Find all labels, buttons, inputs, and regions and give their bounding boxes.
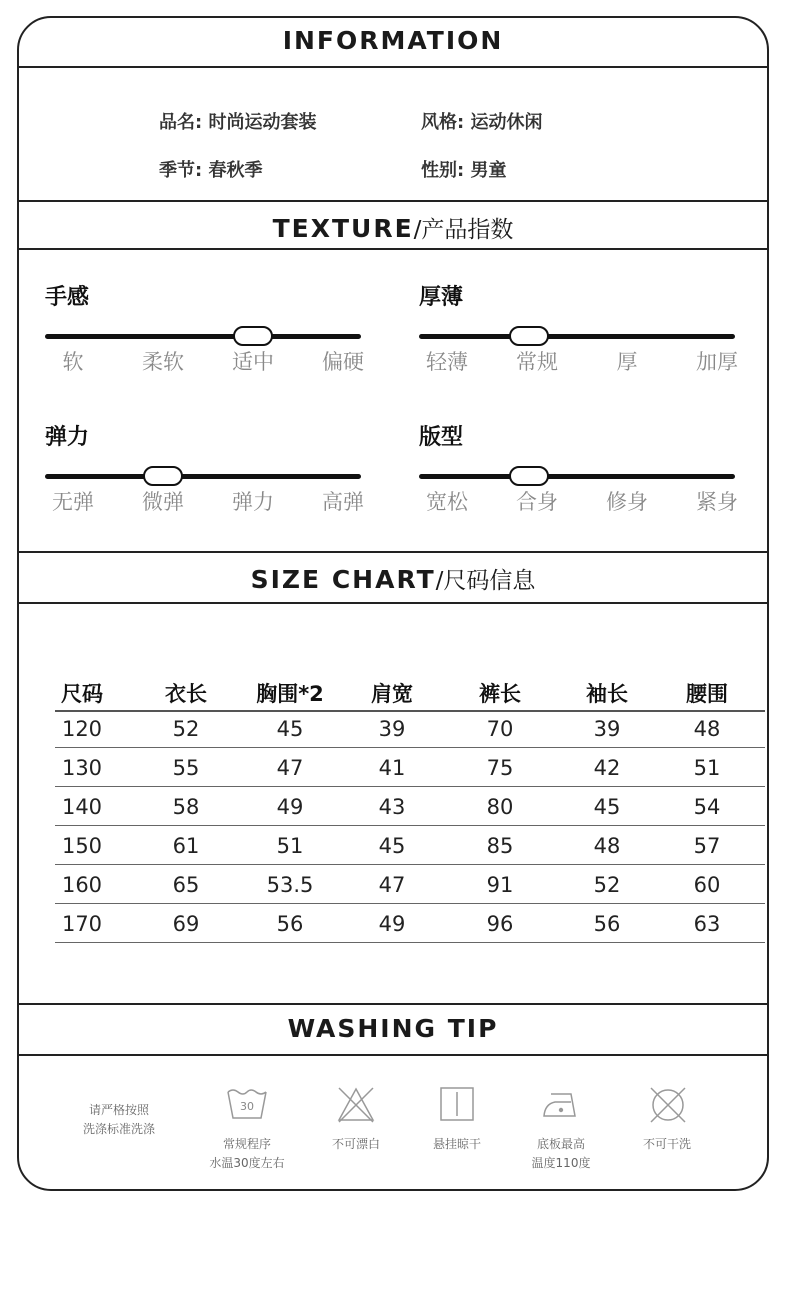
hang-dry-caption bbox=[397, 1135, 517, 1154]
table-cell: 52 bbox=[593, 873, 621, 897]
table-cell: 69 bbox=[172, 912, 200, 936]
table-cell: 45 bbox=[593, 795, 621, 819]
size-chart-title-cn: /尺码信息 bbox=[435, 568, 536, 594]
caption-line: 悬挂晾干 bbox=[432, 1137, 481, 1151]
caption-line: 不可干洗 bbox=[642, 1137, 691, 1151]
table-cell: 51 bbox=[693, 756, 721, 780]
texture-slider-track bbox=[45, 474, 361, 479]
iron-caption bbox=[501, 1135, 621, 1173]
table-cell: 49 bbox=[276, 795, 304, 819]
divider bbox=[19, 248, 767, 250]
caption-line: 不可漂白 bbox=[331, 1137, 380, 1151]
texture-title-en: TEXTURE bbox=[272, 214, 414, 243]
texture-option: 合身 bbox=[516, 490, 558, 514]
size-chart-title bbox=[19, 562, 767, 595]
table-header-cell: 尺码 bbox=[61, 682, 103, 706]
info-gender: 性别: 男童 bbox=[421, 160, 507, 181]
texture-option: 轻薄 bbox=[426, 350, 468, 374]
table-cell: 60 bbox=[693, 873, 721, 897]
texture-label: 版型 bbox=[419, 425, 464, 450]
table-cell: 41 bbox=[378, 756, 406, 780]
wash-30-icon bbox=[225, 1086, 269, 1122]
product-info-card bbox=[17, 16, 769, 1191]
texture-option: 加厚 bbox=[696, 350, 738, 374]
table-cell: 91 bbox=[486, 873, 514, 897]
table-cell: 48 bbox=[593, 834, 621, 858]
texture-label: 厚薄 bbox=[419, 285, 464, 310]
texture-title-cn: /产品指数 bbox=[413, 217, 514, 243]
divider bbox=[19, 1003, 767, 1005]
information-title bbox=[19, 26, 767, 55]
table-header-cell: 胸围*2 bbox=[256, 682, 324, 706]
table-cell: 47 bbox=[276, 756, 304, 780]
table-cell: 130 bbox=[61, 756, 103, 780]
texture-title bbox=[19, 211, 767, 244]
washing-intro-line: 请严格按照 bbox=[88, 1103, 149, 1117]
texture-slider-track bbox=[419, 474, 735, 479]
texture-slider-track bbox=[45, 334, 361, 339]
table-cell: 70 bbox=[486, 717, 514, 741]
table-header-cell: 衣长 bbox=[165, 682, 207, 706]
table-row-divider bbox=[55, 864, 765, 865]
texture-slider-knob bbox=[509, 326, 549, 346]
texture-option: 高弹 bbox=[322, 490, 364, 514]
iron-110-icon bbox=[541, 1090, 581, 1120]
divider bbox=[19, 551, 767, 553]
info-style: 风格: 运动休闲 bbox=[421, 112, 543, 133]
table-cell: 56 bbox=[276, 912, 304, 936]
texture-option: 软 bbox=[62, 350, 84, 374]
table-cell: 96 bbox=[486, 912, 514, 936]
divider bbox=[19, 200, 767, 202]
info-season: 季节: 春秋季 bbox=[159, 160, 263, 181]
wash-30-caption bbox=[187, 1135, 307, 1173]
table-cell: 55 bbox=[172, 756, 200, 780]
table-cell: 140 bbox=[61, 795, 103, 819]
no-bleach-icon bbox=[335, 1084, 377, 1126]
caption-line: 温度110度 bbox=[531, 1156, 591, 1170]
texture-option: 柔软 bbox=[142, 350, 184, 374]
texture-option: 无弹 bbox=[52, 490, 94, 514]
table-row-divider bbox=[55, 942, 765, 943]
table-row-divider bbox=[55, 786, 765, 787]
table-header-cell: 肩宽 bbox=[371, 682, 413, 706]
texture-option: 厚 bbox=[616, 350, 638, 374]
table-cell: 120 bbox=[61, 717, 103, 741]
information-title-text: INFORMATION bbox=[282, 26, 504, 55]
no-dry-clean-caption bbox=[607, 1135, 727, 1154]
caption-line: 水温30度左右 bbox=[209, 1156, 285, 1170]
table-cell: 48 bbox=[693, 717, 721, 741]
no-dry-clean-icon bbox=[647, 1084, 689, 1126]
table-cell: 85 bbox=[486, 834, 514, 858]
table-row-divider bbox=[55, 747, 765, 748]
table-header-cell: 袖长 bbox=[586, 682, 628, 706]
divider bbox=[19, 1054, 767, 1056]
table-header-cell: 裤长 bbox=[479, 682, 521, 706]
table-cell: 56 bbox=[593, 912, 621, 936]
texture-slider-knob bbox=[509, 466, 549, 486]
washing-intro bbox=[59, 1101, 179, 1139]
texture-option: 宽松 bbox=[426, 490, 468, 514]
texture-label: 手感 bbox=[45, 285, 90, 310]
wash-temp-text: 30 bbox=[240, 1100, 254, 1113]
texture-option: 常规 bbox=[516, 350, 558, 374]
divider bbox=[19, 602, 767, 604]
texture-option: 修身 bbox=[606, 490, 648, 514]
table-cell: 39 bbox=[593, 717, 621, 741]
table-cell: 39 bbox=[378, 717, 406, 741]
texture-slider-track bbox=[419, 334, 735, 339]
table-cell: 51 bbox=[276, 834, 304, 858]
table-cell: 61 bbox=[172, 834, 200, 858]
table-cell: 52 bbox=[172, 717, 200, 741]
washing-intro-line: 洗涤标准洗涤 bbox=[82, 1122, 155, 1136]
table-header-cell: 腰围 bbox=[686, 682, 728, 706]
table-cell: 45 bbox=[276, 717, 304, 741]
texture-option: 弹力 bbox=[232, 490, 274, 514]
table-cell: 42 bbox=[593, 756, 621, 780]
table-cell: 75 bbox=[486, 756, 514, 780]
washing-title bbox=[19, 1014, 767, 1043]
table-cell: 58 bbox=[172, 795, 200, 819]
washing-title-text: WASHING TIP bbox=[287, 1014, 499, 1043]
divider bbox=[19, 66, 767, 68]
table-cell: 53.5 bbox=[266, 873, 314, 897]
texture-option: 紧身 bbox=[696, 490, 738, 514]
table-cell: 47 bbox=[378, 873, 406, 897]
texture-option: 偏硬 bbox=[322, 350, 364, 374]
table-cell: 65 bbox=[172, 873, 200, 897]
table-cell: 43 bbox=[378, 795, 406, 819]
info-product-name: 品名: 时尚运动套装 bbox=[159, 112, 317, 133]
texture-option: 微弹 bbox=[142, 490, 184, 514]
texture-option: 适中 bbox=[232, 350, 274, 374]
table-cell: 160 bbox=[61, 873, 103, 897]
table-cell: 54 bbox=[693, 795, 721, 819]
caption-line: 常规程序 bbox=[222, 1137, 271, 1151]
texture-slider-knob bbox=[233, 326, 273, 346]
table-cell: 57 bbox=[693, 834, 721, 858]
table-cell: 63 bbox=[693, 912, 721, 936]
table-cell: 150 bbox=[61, 834, 103, 858]
table-cell: 45 bbox=[378, 834, 406, 858]
table-row-divider bbox=[55, 903, 765, 904]
texture-slider-knob bbox=[143, 466, 183, 486]
table-cell: 80 bbox=[486, 795, 514, 819]
texture-label: 弹力 bbox=[45, 425, 90, 450]
table-cell: 49 bbox=[378, 912, 406, 936]
size-chart-title-en: SIZE CHART bbox=[250, 565, 436, 594]
table-cell: 170 bbox=[61, 912, 103, 936]
table-header-divider bbox=[55, 710, 765, 712]
table-row-divider bbox=[55, 825, 765, 826]
caption-line: 底板最高 bbox=[536, 1137, 585, 1151]
hang-dry-icon bbox=[439, 1086, 475, 1122]
